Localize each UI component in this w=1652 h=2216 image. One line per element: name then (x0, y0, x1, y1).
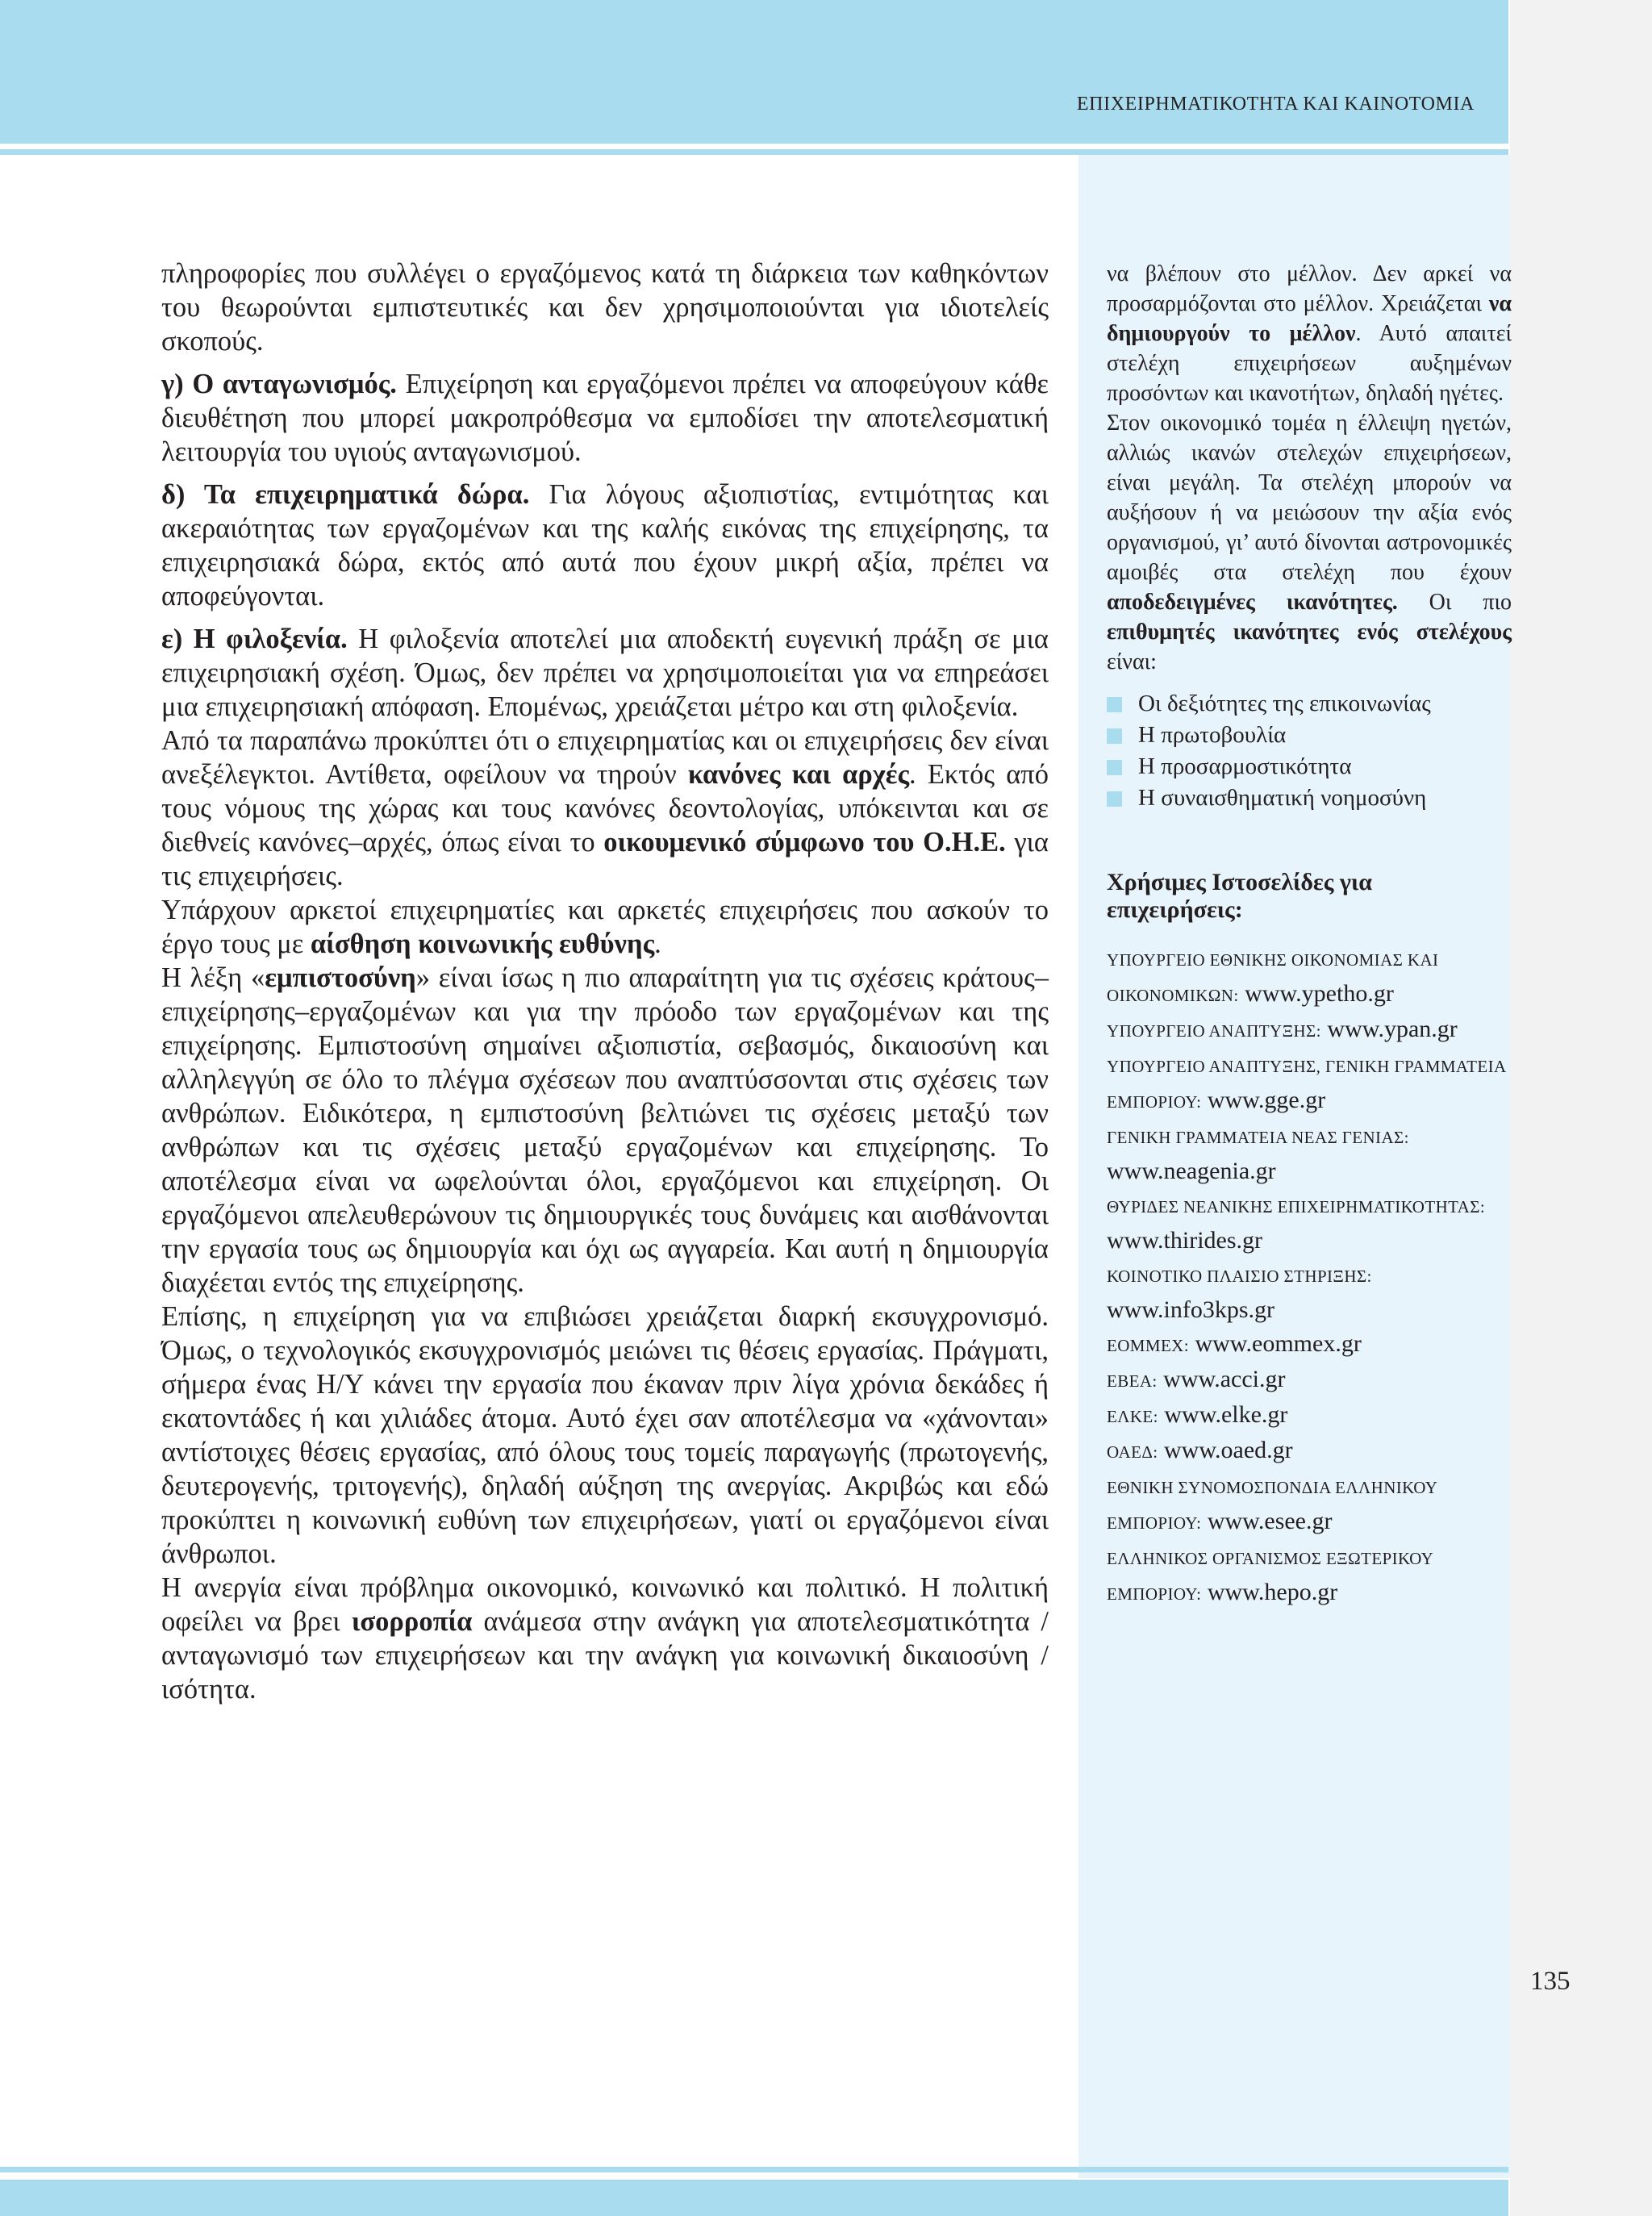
list-item: Η προσαρμοστικότητα (1107, 751, 1512, 782)
website-link: www.elke.gr (1164, 1401, 1288, 1428)
skills-list (1107, 688, 1512, 814)
paragraph-modernization: Επίσης, η επιχείρηση για να επιβιώσει χρειάζεται διαρκή εκσυγχρονισμό. Όμως, ο τεχνολογικός εκσυγχρονισμός μειώνει τις θέσεις εργασίας. Πράγματι, σήμερα ένας Η/Υ κάνει την εργασία που έκαναν πριν λίγα χρόνια δεκάδες ή εκατοντάδες ή και χιλιάδες άτομα. Αυτό έχει σαν αποτέλεσμα να «χάνονται» αντίστοιχες θέσεις εργασίας, από όλους τους τομείς παραγωγής (πρωτογενής, δευτερογενής, τριτογενής), δηλαδή αύξηση της ανεργίας. Ακριβώς και εδώ προκύπτει η κοινωνική ευθύνη των επιχειρήσεων, γιατί οι εργαζόμενοι είναι άνθρωποι. (161, 1301, 1049, 1569)
paragraph-confidentiality: πληροφορίες που συλλέγει ο εργαζόμενος κατά τη διάρκεια των καθηκόντων του θεωρούνται εμπιστευτικές και δεν χρησιμοποιούνται για ιδιοτελείς σκοπούς. (161, 258, 1049, 357)
website-entry: ΓΕΝΙΚΗ ΓΡΑΜΜΑΤΕΙΑ ΝΕΑΣ ΓΕΝΙΑΣ: www.neagenia.gr (1107, 1128, 1409, 1184)
list-item: Η πρωτοβουλία (1107, 720, 1512, 751)
useful-websites-heading: Χρήσιμες Ιστοσελίδες για επιχειρήσεις: (1107, 869, 1372, 923)
website-entry: ΥΠΟΥΡΓΕΙΟ ΑΝΑΠΤΥΞΗΣ: www.ypan.gr (1107, 1016, 1458, 1042)
website-link: www.eommex.gr (1195, 1330, 1362, 1357)
paragraph-competition: γ) Ο ανταγωνισμός. Επιχείρηση και εργαζόμενοι πρέπει να αποφεύγουν κάθε διευθέτηση που μπορεί μακροπρόθεσμα να εμποδίσει την αποτελεσματική λειτουργία του υγιούς ανταγωνισμού. (161, 369, 1049, 467)
header-divider (0, 149, 1508, 155)
website-link: www.esee.gr (1207, 1508, 1333, 1534)
website-link: www.gge.gr (1207, 1087, 1326, 1113)
website-link: www.acci.gr (1163, 1366, 1286, 1392)
heading-business-gifts: δ) Τα επιχειρηματικά δώρα. (161, 479, 530, 510)
page-number: 135 (1530, 1967, 1571, 1996)
footer-band (0, 2180, 1508, 2216)
square-bullet-icon (1107, 697, 1122, 712)
website-link: www.oaed.gr (1164, 1437, 1293, 1463)
website-link: www.info3kps.gr (1107, 1296, 1275, 1323)
paragraph-trust: Η λέξη «εμπιστοσύνη» είναι ίσως η πιο απαραίτητη για τις σχέσεις κράτους–επιχείρησης–εργαζομένων και για την πρόοδο των εργαζομένων και της επιχείρησης. Εμπιστοσύνη σημαίνει αξιοπιστία, σεβασμός, δικαιοσύνη και αλληλεγγύη σε όλο το πλέγμα σχέσεων που αναπτύσσονται στις σχέσεις των ανθρώπων. Ειδικότερα, η εμπιστοσύνη βελτιώνει τις σχέσεις μεταξύ των ανθρώπων και τις σχέσεις μεταξύ εργαζομένων και επιχείρησης. Το αποτέλεσμα είναι να ωφελούνται όλοι, εργαζόμενοι και επιχείρηση. Οι εργαζόμενοι απελευθερώνουν τις δημιουργικές τους δυνάμεις και αισθάνονται την εργασία τους ως δημιουργία και όχι ως αγγαρεία. Και αυτή η δημιουργία διαχέεται εντός της επιχείρησης. (161, 962, 1049, 1298)
main-text-column (161, 257, 1049, 1706)
heading-competition: γ) Ο ανταγωνισμός. (161, 369, 397, 399)
website-link: www.ypetho.gr (1245, 980, 1394, 1007)
website-entry: ΕΘΝΙΚΗ ΣΥΝΟΜΟΣΠΟΝΔΙΑ ΕΛΛΗΝΙΚΟΥ ΕΜΠΟΡΙΟΥ: www.esee.gr (1107, 1478, 1437, 1534)
list-item: Η συναισθηματική νοημοσύνη (1107, 782, 1512, 814)
website-entry: ΕΛΚΕ: www.elke.gr (1107, 1401, 1288, 1428)
website-link: www.hepo.gr (1207, 1579, 1338, 1605)
paragraph-unemployment: Η ανεργία είναι πρόβλημα οικονομικό, κοινωνικό και πολιτικό. Η πολιτική οφείλει να βρει ισορροπία ανάμεσα στην ανάγκη για αποτελεσματικότητα / ανταγωνισμό των επιχειρήσεων και την ανάγκη για κοινωνική δικαιοσύνη / ισότητα. (161, 1572, 1049, 1705)
website-entry: ΟΑΕΔ: www.oaed.gr (1107, 1437, 1293, 1463)
heading-hospitality: ε) Η φιλοξενία. (161, 624, 348, 654)
list-item: Οι δεξιότητες της επικοινωνίας (1107, 688, 1512, 720)
website-link: www.thirides.gr (1107, 1227, 1263, 1254)
sidebar-paragraph-future: να βλέπουν στο μέλλον. Δεν αρκεί να προσαρμόζονται στο μέλλον. Χρειάζεται να δημιουργούν το μέλλον. Αυτό απαιτεί στελέχη επιχειρήσεων αυξημένων προσόντων και ικανοτήτων, δηλαδή ηγέτες. (1107, 261, 1512, 406)
footer-divider (0, 2167, 1508, 2172)
website-entry: ΕΟΜΜΕΧ: www.eommex.gr (1107, 1330, 1362, 1357)
sidebar-paragraph-leaders: Στον οικονομικό τομέα η έλλειψη ηγετών, αλλιώς ικανών στελεχών επιχειρήσεων, είναι μεγάλη. Τα στελέχη μπορούν να αυξήσουν ή να μειώσουν την αξία ενός οργανισμού, γι’ αυτό δίνονται αστρονομικές αμοιβές στα στελέχη που έχουν αποδεδειγμένες ικανότητες. Οι πιο επιθυμητές ικανότητες ενός στελέχους είναι: (1107, 411, 1512, 674)
website-entry: ΥΠΟΥΡΓΕΙΟ ΕΘΝΙΚΗΣ ΟΙΚΟΝΟΜΙΑΣ ΚΑΙ ΟΙΚΟΝΟΜΙΚΩΝ: www.ypetho.gr (1107, 950, 1439, 1007)
square-bullet-icon (1107, 791, 1122, 807)
paragraph-social-responsibility: Υπάρχουν αρκετοί επιχειρηματίες και αρκετές επιχειρήσεις που ασκούν το έργο τους με αίσθηση κοινωνικής ευθύνης. (161, 895, 1049, 959)
website-entry: ΘΥΡΙΔΕΣ ΝΕΑΝΙΚΗΣ ΕΠΙΧΕΙΡΗΜΑΤΙΚΟΤΗΤΑΣ: www.thirides.gr (1107, 1197, 1486, 1254)
website-link: www.neagenia.gr (1107, 1158, 1276, 1184)
website-entry: ΚΟΙΝΟΤΙΚΟ ΠΛΑΙΣΙΟ ΣΤΗΡΙΞΗΣ: www.info3kps.gr (1107, 1267, 1372, 1323)
header-band (0, 0, 1508, 144)
square-bullet-icon (1107, 760, 1122, 775)
website-entry: ΕΛΛΗΝΙΚΟΣ ΟΡΓΑΝΙΣΜΟΣ ΕΞΩΤΕΡΙΚΟΥ ΕΜΠΟΡΙΟΥ: www.hepo.gr (1107, 1549, 1433, 1605)
website-entry: ΥΠΟΥΡΓΕΙΟ ΑΝΑΠΤΥΞΗΣ, ΓΕΝΙΚΗ ΓΡΑΜΜΑΤΕΙΑ ΕΜΠΟΡΙΟΥ: www.gge.gr (1107, 1057, 1506, 1113)
square-bullet-icon (1107, 728, 1122, 744)
running-header-title: ΕΠΙΧΕΙΡΗΜΑΤΙΚΟΤΗΤΑ ΚΑΙ ΚΑΙΝΟΤΟΜΙΑ (1076, 94, 1475, 115)
sidebar-column (1107, 259, 1512, 1611)
paragraph-hospitality: ε) Η φιλοξενία. Η φιλοξενία αποτελεί μια αποδεκτή ευγενική πράξη σε μια επιχειρησιακή σχέση. Όμως, δεν πρέπει να χρησιμοποιείται για να επηρεάσει μια επιχειρησιακή απόφαση. Επομένως, χρειάζεται μέτρο και στη φιλοξενία. (161, 624, 1049, 722)
website-entry: ΕΒΕΑ: www.acci.gr (1107, 1366, 1286, 1392)
page-margin-strip (1510, 0, 1652, 2216)
paragraph-rules-principles: Από τα παραπάνω προκύπτει ότι ο επιχειρηματίας και οι επιχειρήσεις δεν είναι ανεξέλεγκτοι. Αντίθετα, οφείλουν να τηρούν κανόνες και αρχές. Εκτός από τους νόμους της χώρας και τους κανόνες δεοντολογίας, υπόκεινται και σε διεθνείς κανόνες–αρχές, όπως είναι το οικουμενικό σύμφωνο του Ο.Η.Ε. για τις επιχειρήσεις. (161, 725, 1049, 891)
paragraph-business-gifts: δ) Τα επιχειρηματικά δώρα. Για λόγους αξιοπιστίας, εντιμότητας και ακεραιότητας των εργαζομένων και της καλής εικόνας της επιχείρησης, τα επιχειρησιακά δώρα, εκτός από αυτά που έχουν μικρή αξία, πρέπει να αποφεύγονται. (161, 479, 1049, 611)
website-link: www.ypan.gr (1327, 1016, 1458, 1042)
